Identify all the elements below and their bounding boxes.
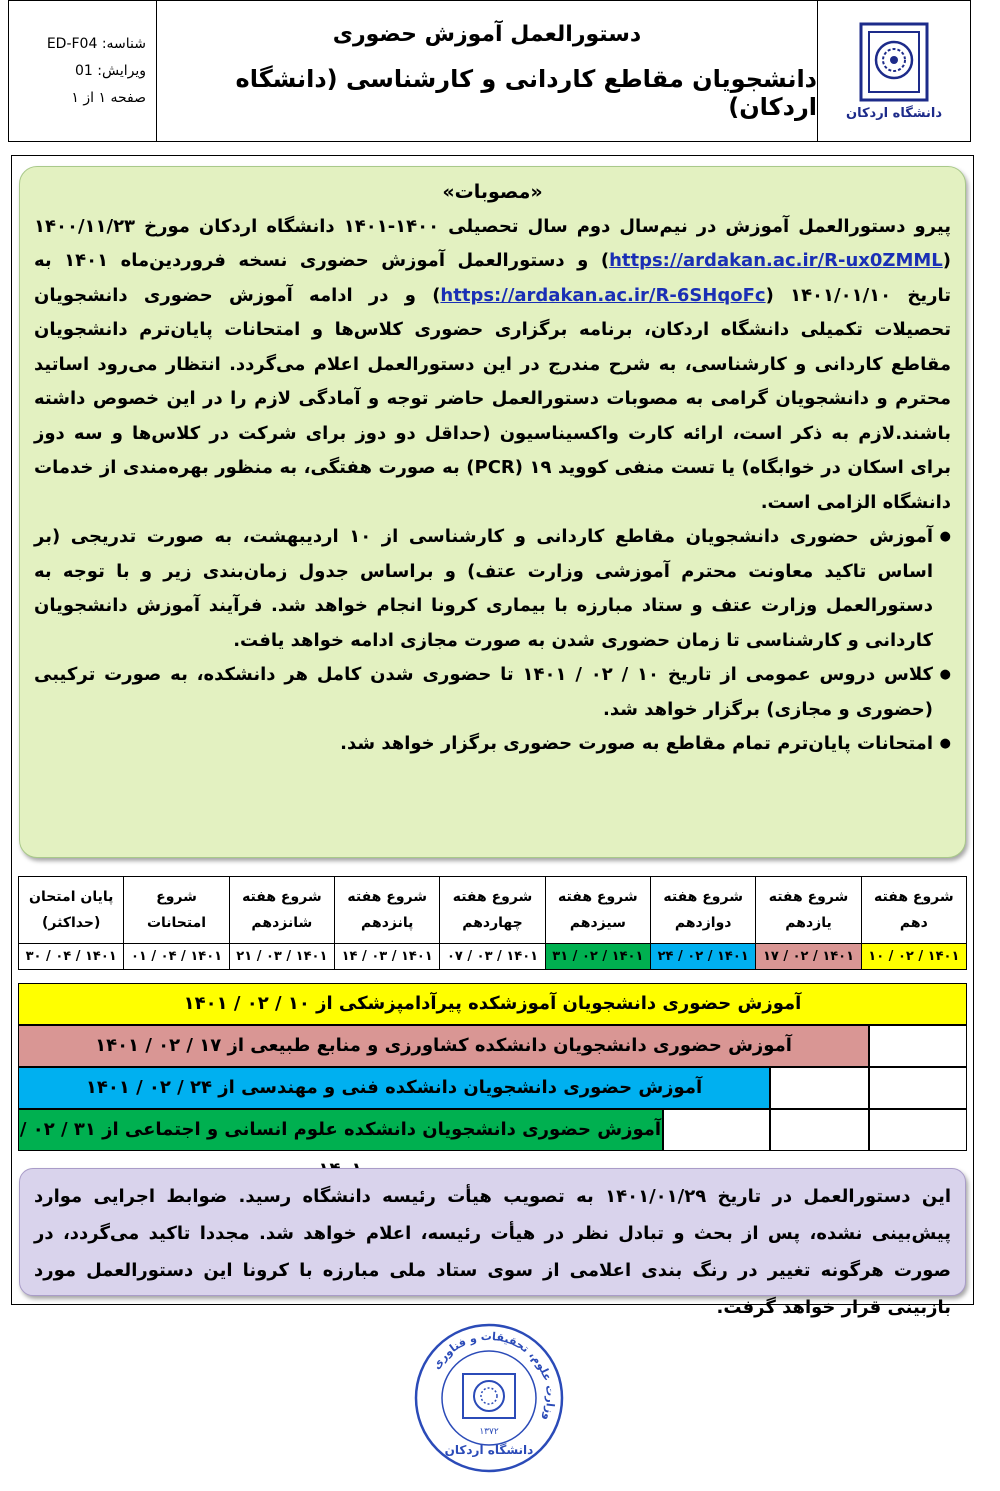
header-week-14: شروع هفته چهاردهم (440, 877, 545, 944)
date-cell: ۱۴۰۱ / ۰۲ / ۱۷ (756, 944, 861, 970)
empty-cell (869, 1025, 967, 1067)
approvals-title: «مصوبات» (442, 181, 543, 203)
faculty-bar-veterinary: آموزش حضوری دانشجویان آموزشکده پیرآدامپزشکی از ۱۰ / ۰۲ / ۱۴۰۱ (18, 983, 967, 1025)
empty-cell (770, 1109, 869, 1151)
list-item: ● کلاس دروس عمومی از تاریخ ۱۰ / ۰۲ / ۱۴۰۱ تا حضوری شدن کامل هر دانشکده، به صورت ترکیبی (حضوری و مجازی) برگزار خواهد شد. (34, 658, 933, 727)
header-week-12: شروع هفته دوازدهم (651, 877, 756, 944)
seal-ring-text: وزارت علوم، تحقیقات و فناوری (429, 1329, 558, 1423)
link-education-guideline[interactable]: https://ardakan.ac.ir/R-ux0ZMML (609, 250, 943, 271)
header-exam-end: پایان امتحان (حداکثر) (19, 877, 124, 944)
document-edition: ویرایش: 01 (74, 63, 146, 79)
schedule-table (18, 876, 967, 970)
header-week-16: شروع هفته شانزدهم (229, 877, 334, 944)
faculty-bar-engineering: آموزش حضوری دانشجویان دانشکده فنی و مهندسی از ۲۴ / ۰۲ / ۱۴۰۱ (18, 1067, 770, 1109)
header-week-13: شروع هفته سیزدهم (545, 877, 650, 944)
faculty-schedule-bars (18, 983, 967, 1151)
document-id: شناسه: ED-F04 (46, 36, 146, 52)
faculty-bar-humanities: آموزش حضوری دانشجویان دانشکده علوم انسانی و اجتماعی از ۳۱ / ۰۲ / (18, 1109, 663, 1151)
empty-cell (663, 1109, 770, 1151)
date-cell: ۱۴۰۱ / ۰۲ / ۲۴ (651, 944, 756, 970)
date-cell: ۱۴۰۱ / ۰۲ / ۱۰ (861, 944, 966, 970)
table-header-row (19, 877, 967, 944)
university-logo (817, 1, 970, 141)
logo-text: دانشگاه اردکان (845, 105, 943, 121)
date-cell: ۱۴۰۱ / ۰۳ / ۱۴ (335, 944, 440, 970)
title-line-2: دانشجویان مقاطع کاردانی و کارشناسی (دانشگاه اردکان) (235, 64, 817, 121)
empty-cell (770, 1067, 869, 1109)
book-logo-icon (859, 22, 929, 102)
header-exam-start: شروع امتحانات (124, 877, 229, 944)
title-line-1: دستورالعمل آموزش حضوری (332, 21, 642, 47)
faculty-bar-agriculture: آموزش حضوری دانشجویان دانشکده کشاورزی و منابع طبیعی از ۱۷ / ۰۲ / ۱۴۰۱ (18, 1025, 869, 1067)
document-meta (9, 1, 157, 141)
header-week-15: شروع هفته پانزدهم (335, 877, 440, 944)
seal-bottom-text: دانشگاه اردکان (444, 1443, 534, 1457)
header-week-10: شروع هفته دهم (861, 877, 966, 944)
approvals-box (19, 166, 966, 858)
page-info: صفحه ۱ از ۱ (71, 90, 146, 106)
list-item: ● آموزش حضوری دانشجویان مقاطع کاردانی و کارشناسی از ۱۰ اردیبهشت، به صورت تدریجی (بر اساس تاکید معاونت محترم آموزشی وزارت عتف) و براساس جدول زمان‌بندی زیر و با توجه به دستورالعمل وزارت عتف و ستاد مبارزه با بیماری کرونا انجام خواهد شد. فرآیند آموزش دانشجویان کاردانی و کارشناسی تا زمان حضوری شدن به صورت مجازی ادامه خواهد یافت. (34, 520, 933, 658)
date-cell: ۱۴۰۱ / ۰۲ / ۳۱ (545, 944, 650, 970)
date-cell: ۱۴۰۱ / ۰۴ / ۰۱ (124, 944, 229, 970)
date-cell: ۱۴۰۱ / ۰۴ / ۳۰ (19, 944, 124, 970)
approval-note-box (19, 1168, 966, 1318)
date-cell: ۱۴۰۱ / ۰۳ / ۰۷ (440, 944, 545, 970)
seal-year: ۱۳۷۲ (479, 1427, 499, 1437)
date-cell: ۱۴۰۱ / ۰۳ / ۲۱ (229, 944, 334, 970)
approvals-intro: پیرو دستورالعمل آموزش در نیم‌سال دوم سال تحصیلی ۱۴۰۰-۱۴۰۱ دانشگاه اردکان مورخ ۱۴۰۰/۱۱/۲۳ (https://ardakan.ac.ir/R-ux0ZMML) و دستورالعمل آموزش حضوری نسخه فروردین‌ماه ۱۴۰۱ به تاریخ ۱۴۰۱/۰۱/۱۰ (https://ardakan.ac.ir/R-6SHqoFc) و در ادامه آموزش حضوری دانشجویان تحصیلات تکمیلی دانشگاه اردکان، برنامه برگزاری حضوری کلاس‌ها و امتحانات پایان‌ترم دانشجویان مقاطع کاردانی و کارشناسی، به شرح مندرج در این دستورالعمل اعلام می‌گردد. انتظار می‌رود اساتید محترم و دانشجویان گرامی به مصوبات دستورالعمل حاضر توجه و آمادگی لازم را در این خصوص داشته باشند.لازم به ذکر است، ارائه کارت واکسیناسیون (حداقل دو دوز برای شرکت در کلاس‌ها و سه دوز برای اسکان در خوابگاه) یا تست منفی کووید ۱۹ (PCR) به صورت هفتگی، به منظور بهره‌مندی از خدمات دانشگاه الزامی است. (34, 215, 951, 513)
document-header (8, 0, 971, 142)
table-row (19, 944, 967, 970)
document-title (157, 1, 817, 141)
ministry-seal-icon (413, 1322, 565, 1474)
empty-cell (869, 1067, 967, 1109)
link-in-person-guideline[interactable]: https://ardakan.ac.ir/R-6SHqoFc (440, 284, 766, 306)
list-item: ● امتحانات پایان‌ترم تمام مقاطع به صورت حضوری برگزار خواهد شد. (34, 727, 933, 762)
approval-note: این دستورالعمل در تاریخ ۱۴۰۱/۰۱/۲۹ به تصویب هیأت رئیسه دانشگاه رسید. ضوابط اجرایی موارد پیش‌بینی نشده، پس از بحث و تبادل نظر در هیأت رئیسه، اعلام خواهد شد. مجددا تاکید می‌گردد، در صورت هرگونه تغییر در رنگ بندی اعلامی از سوی ستاد ملی مبارزه با کرونا این دستورالعمل مورد بازبینی قرار خواهد گرفت. (34, 1186, 951, 1318)
empty-cell (869, 1109, 967, 1151)
approvals-list (34, 520, 951, 762)
header-week-11: شروع هفته یازدهم (756, 877, 861, 944)
